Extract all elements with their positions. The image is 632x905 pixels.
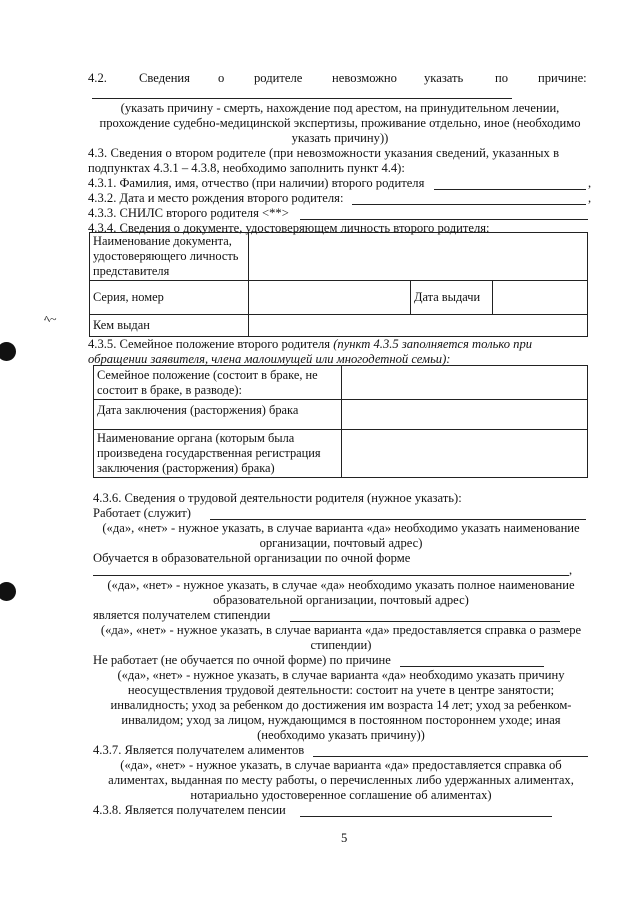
s42-word-3: родителе xyxy=(254,71,303,85)
punch-hole-top xyxy=(0,342,16,361)
stipend-hint-1: («да», «нет» - нужное указать, в случае варианта «да» предоставляется справка о размере xyxy=(100,623,582,637)
not-working-hint-4: инвалидом; уход за лицом, нуждающимся в постоянном постороннем уходе; иная xyxy=(121,713,561,727)
issue-date-value[interactable] xyxy=(493,281,588,315)
registry-organ-line-3: заключения (расторжения) брака) xyxy=(97,461,275,475)
s437-hint-2: алиментах, выданная по месту работы, о перечисленных либо удержанных алиментах, xyxy=(108,773,574,787)
s435-note-1: (пункт 4.3.5 заполняется только при xyxy=(333,337,533,351)
studies-hint-1: («да», «нет» - нужное указать, в случае «да» необходимо указать полное наименование xyxy=(107,578,575,592)
s431-label: 4.3.1. Фамилия, имя, отчество (при наличии) второго родителя xyxy=(88,176,425,190)
stipend-hint-2: стипендии) xyxy=(310,638,372,652)
doc-name-line-2: удостоверяющего личность xyxy=(93,249,239,263)
registry-organ-label xyxy=(94,430,342,478)
not-working-hint-1: («да», «нет» - нужное указать, в случае варианта «да» необходимо указать причину xyxy=(117,668,565,682)
marriage-date-text: Дата заключения (расторжения) брака xyxy=(97,403,299,417)
s437-fill-line[interactable] xyxy=(313,756,588,757)
series-number-value[interactable] xyxy=(249,281,411,315)
marriage-date-label xyxy=(94,400,342,430)
s42-word-1: Сведения xyxy=(139,71,190,85)
s433-label: 4.3.3. СНИЛС второго родителя <**> xyxy=(88,206,289,220)
doc-name-value[interactable] xyxy=(249,233,588,281)
issue-date-label: Дата выдачи xyxy=(411,281,493,315)
stipend-fill-line[interactable] xyxy=(290,621,560,622)
stipend-label: является получателем стипендии xyxy=(93,608,271,622)
s431-comma: , xyxy=(588,176,592,190)
document-table xyxy=(89,232,588,337)
family-status-label xyxy=(94,366,342,400)
s42-word-2: о xyxy=(218,71,225,85)
family-status-line-2: состоит в браке, в разводе): xyxy=(97,382,242,397)
works-hint-2: организации, почтовый адрес) xyxy=(259,536,423,550)
s42-fill-line[interactable] xyxy=(92,98,512,99)
issued-by-value[interactable] xyxy=(249,315,588,337)
s42-hint-1: (указать причину - смерть, нахождение под арестом, на принудительном лечении, xyxy=(120,101,560,115)
s435-title xyxy=(88,337,532,352)
not-working-fill-line[interactable] xyxy=(400,666,544,667)
s42-word-6: по xyxy=(495,71,509,85)
s436-title: 4.3.6. Сведения о трудовой деятельности родителя (нужное указать): xyxy=(93,491,462,505)
series-number-label: Серия, номер xyxy=(90,281,249,315)
studies-comma: , xyxy=(569,563,573,577)
family-status-line-1: Семейное положение (состоит в браке, не xyxy=(97,367,318,382)
marriage-date-value[interactable] xyxy=(342,400,588,430)
s438-title: 4.3.8. Является получателем пенсии xyxy=(93,803,286,817)
s43-title-1: 4.3. Сведения о втором родителе (при невозможности указания сведений, указанных в xyxy=(88,146,560,160)
issued-by-label: Кем выдан xyxy=(90,315,249,337)
works-fill-line[interactable] xyxy=(210,519,586,520)
s42-number: 4.2. xyxy=(88,71,107,85)
s431-fill-line[interactable] xyxy=(434,189,586,190)
s42-hint-2: прохождение судебно-медицинской экспертизы, проживание отдельно, иное (необходимо xyxy=(99,116,581,130)
s43-title-2: подпунктах 4.3.1 – 4.3.8, необходимо заполнить пункт 4.4): xyxy=(88,161,405,175)
s435-title-text: 4.3.5. Семейное положение второго родителя xyxy=(88,337,331,351)
doc-name-label xyxy=(90,233,249,281)
s42-hint-3: указать причину)) xyxy=(291,131,389,145)
s438-fill-line[interactable] xyxy=(300,816,552,817)
pen-mark: ﾍ~ xyxy=(44,312,57,326)
works-hint-1: («да», «нет» - нужное указать, в случае варианта «да» необходимо указать наименование xyxy=(102,521,580,535)
works-label: Работает (служит) xyxy=(93,506,191,520)
family-status-table xyxy=(93,365,588,478)
s435-note-2: обращении заявителя, члена малоимущей или многодетной семьи): xyxy=(88,352,451,366)
s42-word-5: указать xyxy=(424,71,464,85)
s437-hint-3: нотариально удостоверенное соглашение об алиментах) xyxy=(190,788,492,802)
s42-word-7: причине: xyxy=(538,71,587,85)
page-number: 5 xyxy=(341,831,348,845)
studies-fill-line[interactable] xyxy=(93,575,569,576)
not-working-label: Не работает (не обучается по очной форме) по причине xyxy=(93,653,391,667)
registry-organ-line-1: Наименование органа (которым была xyxy=(97,431,295,445)
s433-fill-line[interactable] xyxy=(300,219,588,220)
family-status-value[interactable] xyxy=(342,366,588,400)
registry-organ-line-2: произведена государственная регистрация xyxy=(97,446,321,460)
not-working-hint-5: (необходимо указать причину)) xyxy=(257,728,425,742)
doc-name-line-1: Наименование документа, xyxy=(93,234,232,248)
s432-fill-line[interactable] xyxy=(352,204,586,205)
registry-organ-value[interactable] xyxy=(342,430,588,478)
s42-word-4: невозможно xyxy=(332,71,397,85)
s432-label: 4.3.2. Дата и место рождения второго родителя: xyxy=(88,191,344,205)
s432-comma: , xyxy=(588,191,592,205)
not-working-hint-2: неосуществления трудовой деятельности: состоит на учете в центре занятости; xyxy=(127,683,555,697)
punch-hole-bottom xyxy=(0,582,16,601)
not-working-hint-3: инвалидность; уход за ребенком до достижения им возраста 14 лет; уход за ребенком- xyxy=(110,698,572,712)
s434-label: 4.3.4. Сведения о документе, удостоверяющем личность второго родителя: xyxy=(88,221,490,235)
studies-hint-2: образовательной организации, почтовый адрес) xyxy=(213,593,469,607)
studies-label: Обучается в образовательной организации по очной форме xyxy=(93,551,411,565)
doc-name-line-3: представителя xyxy=(93,264,170,278)
s437-title: 4.3.7. Является получателем алиментов xyxy=(93,743,305,757)
s437-hint-1: («да», «нет» - нужное указать, в случае варианта «да» предоставляется справка об xyxy=(120,758,562,772)
